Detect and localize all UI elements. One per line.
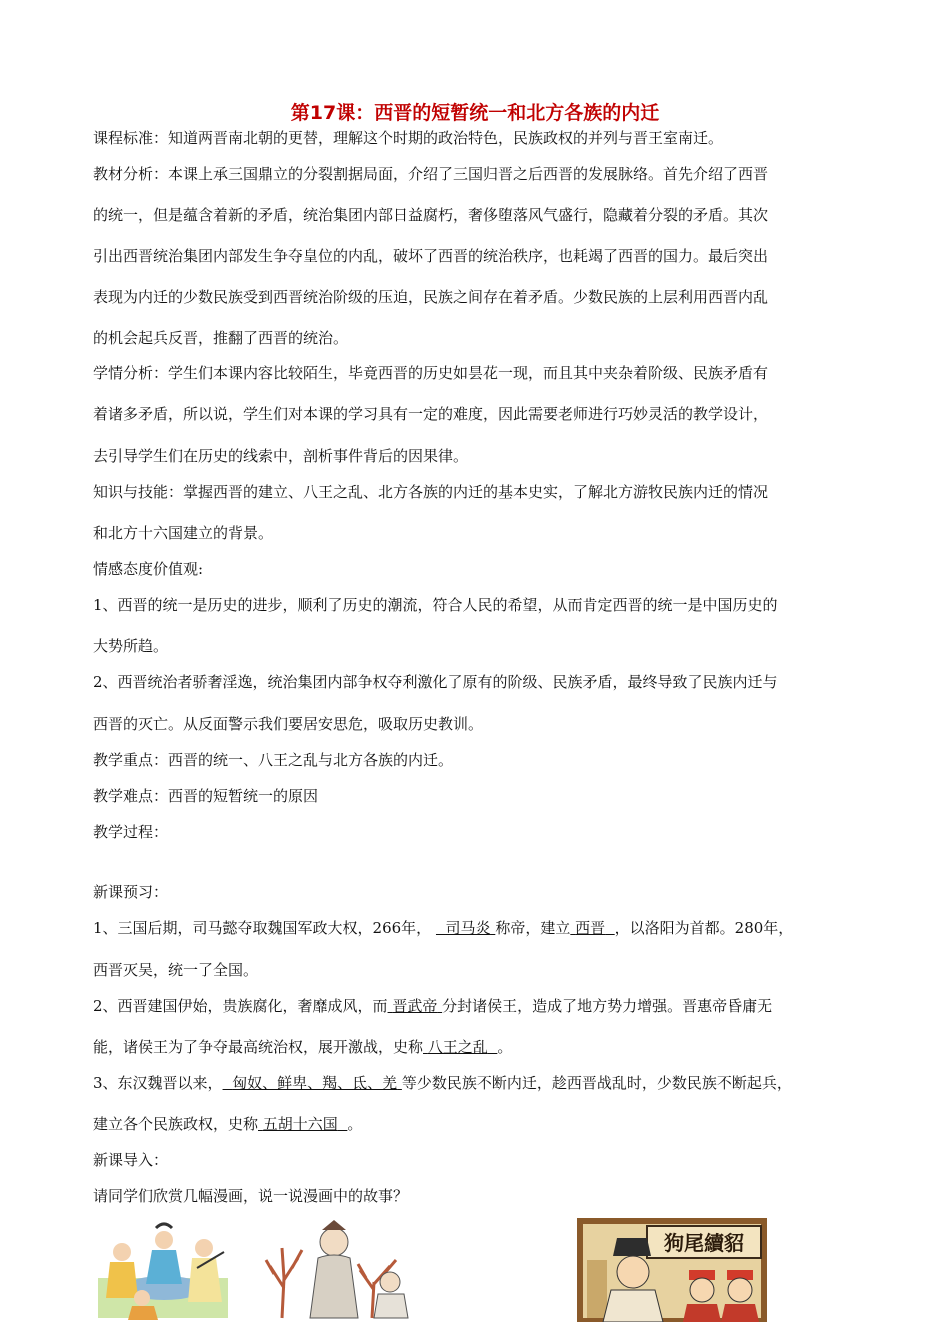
preview-item-1-line-2: 西晋灭吴，统一了全国。: [93, 961, 259, 979]
teaching-difficulty: 教学难点：西晋的短暂统一的原因: [93, 787, 319, 805]
coral-tree-cartoon-image: [262, 1218, 412, 1322]
preview-item-1-line-1: [93, 918, 883, 938]
preview-heading: 新课预习：: [93, 883, 169, 901]
q2-answer-jin-wudi: 晋武帝: [392, 997, 438, 1015]
q3-answer-tribes: 匈奴、鲜卑、羯、氐、羌: [232, 1074, 398, 1092]
attitude-heading: 情感态度价值观:: [93, 560, 204, 578]
intro-heading: 新课导入：: [93, 1151, 169, 1169]
material-analysis-line-5: 的机会起兵反晋，推翻了西晋的统治。: [93, 329, 349, 347]
preview-item-3-line-1: [93, 1073, 883, 1093]
q2-text-a: 2、西晋建国伊始，贵族腐化，奢靡成风，而: [93, 997, 388, 1015]
banquet-cartoon-image: [92, 1218, 235, 1322]
q1-answer-sima-yan: 司马炎: [445, 919, 491, 937]
q3-text-c: 等少数民族不断内迁，趁西晋战乱时，少数民族不断起兵，: [401, 1074, 792, 1092]
cartoon-caption: 狗尾續貂: [664, 1231, 744, 1255]
q3-text-a: 3、东汉魏晋以来，: [93, 1074, 223, 1092]
student-analysis-line-2: 着诸多矛盾，所以说，学生们对本课的学习具有一定的难度，因此需要老师进行巧妙灵活的教学设计，: [93, 405, 769, 423]
preview-item-2-line-1: [93, 996, 883, 1016]
attitude-item-2-line-1: 2、西晋统治者骄奢淫逸，统治集团内部争权夺利激化了原有的阶级、民族矛盾，最终导致了民族内迁与: [93, 673, 778, 691]
q1-text-a: 1、三国后期，司马懿夺取魏国军政大权，266年，: [93, 919, 432, 937]
dog-tail-cartoon-image: [577, 1218, 767, 1322]
attitude-item-2-line-2: 西晋的灭亡。从反面警示我们要居安思危，吸取历史教训。: [93, 715, 484, 733]
knowledge-skill-line-2: 和北方十六国建立的背景。: [93, 524, 274, 542]
q2-text-e: 。: [497, 1038, 513, 1056]
lesson-title: 第17课：西晋的短暂统一和北方各族的内迁: [290, 102, 660, 124]
q2-answer-bawang: 八王之乱: [427, 1038, 488, 1056]
q2-text-c: 分封诸侯王，造成了地方势力增强。晋惠帝昏庸无: [442, 997, 773, 1015]
course-standard: 课程标准：知道两晋南北朝的更替，理解这个时期的政治特色，民族政权的并列与晋王室南迁。: [93, 129, 724, 147]
material-analysis-line-2: 的统一，但是蕴含着新的矛盾，统治集团内部日益腐朽，奢侈堕落风气盛行，隐藏着分裂的矛盾。其次: [93, 206, 769, 224]
material-analysis-line-4: 表现为内迁的少数民族受到西晋统治阶级的压迫，民族之间存在着矛盾。少数民族的上层利用西晋内乱: [93, 288, 769, 306]
attitude-item-1-line-2: 大势所趋。: [93, 637, 169, 655]
preview-item-2-line-2: [93, 1037, 883, 1057]
q1-text-c: 称帝，建立: [495, 919, 571, 937]
student-analysis-line-1: 学情分析：学生们本课内容比较陌生，毕竟西晋的历史如昙花一现，而且其中夹杂着阶级、民族矛盾有: [93, 364, 769, 382]
teaching-focus: 教学重点：西晋的统一、八王之乱与北方各族的内迁。: [93, 751, 454, 769]
knowledge-skill-line-1: 知识与技能：掌握西晋的建立、八王之乱、北方各族的内迁的基本史实，了解北方游牧民族内迁的情况: [93, 483, 769, 501]
teaching-process: 教学过程：: [93, 823, 169, 841]
material-analysis-line-1: 教材分析：本课上承三国鼎立的分裂割据局面，介绍了三国归晋之后西晋的发展脉络。首先介绍了西晋: [93, 165, 769, 183]
q1-answer-xijin: 西晋: [575, 919, 606, 937]
q2-text-d: 能，诸侯王为了争夺最高统治权，展开激战，史称: [93, 1038, 424, 1056]
attitude-item-1-line-1: 1、西晋的统一是历史的进步，顺利了历史的潮流，符合人民的希望，从而肯定西晋的统一是中国历史的: [93, 596, 778, 614]
student-analysis-line-3: 去引导学生们在历史的线索中，剖析事件背后的因果律。: [93, 447, 469, 465]
preview-item-3-line-2: [93, 1114, 883, 1134]
material-analysis-line-3: 引出西晋统治集团内部发生争夺皇位的内乱，破坏了西晋的统治秩序，也耗竭了西晋的国力。最后突出: [93, 247, 769, 265]
q3-answer-wuhu: 五胡十六国: [262, 1115, 338, 1133]
q1-text-d: ，以洛阳为首都。280年，: [614, 919, 794, 937]
intro-prompt: 请同学们欣赏几幅漫画，说一说漫画中的故事？: [93, 1187, 409, 1205]
q3-text-e: 。: [347, 1115, 363, 1133]
q3-text-d: 建立各个民族政权，史称: [93, 1115, 259, 1133]
